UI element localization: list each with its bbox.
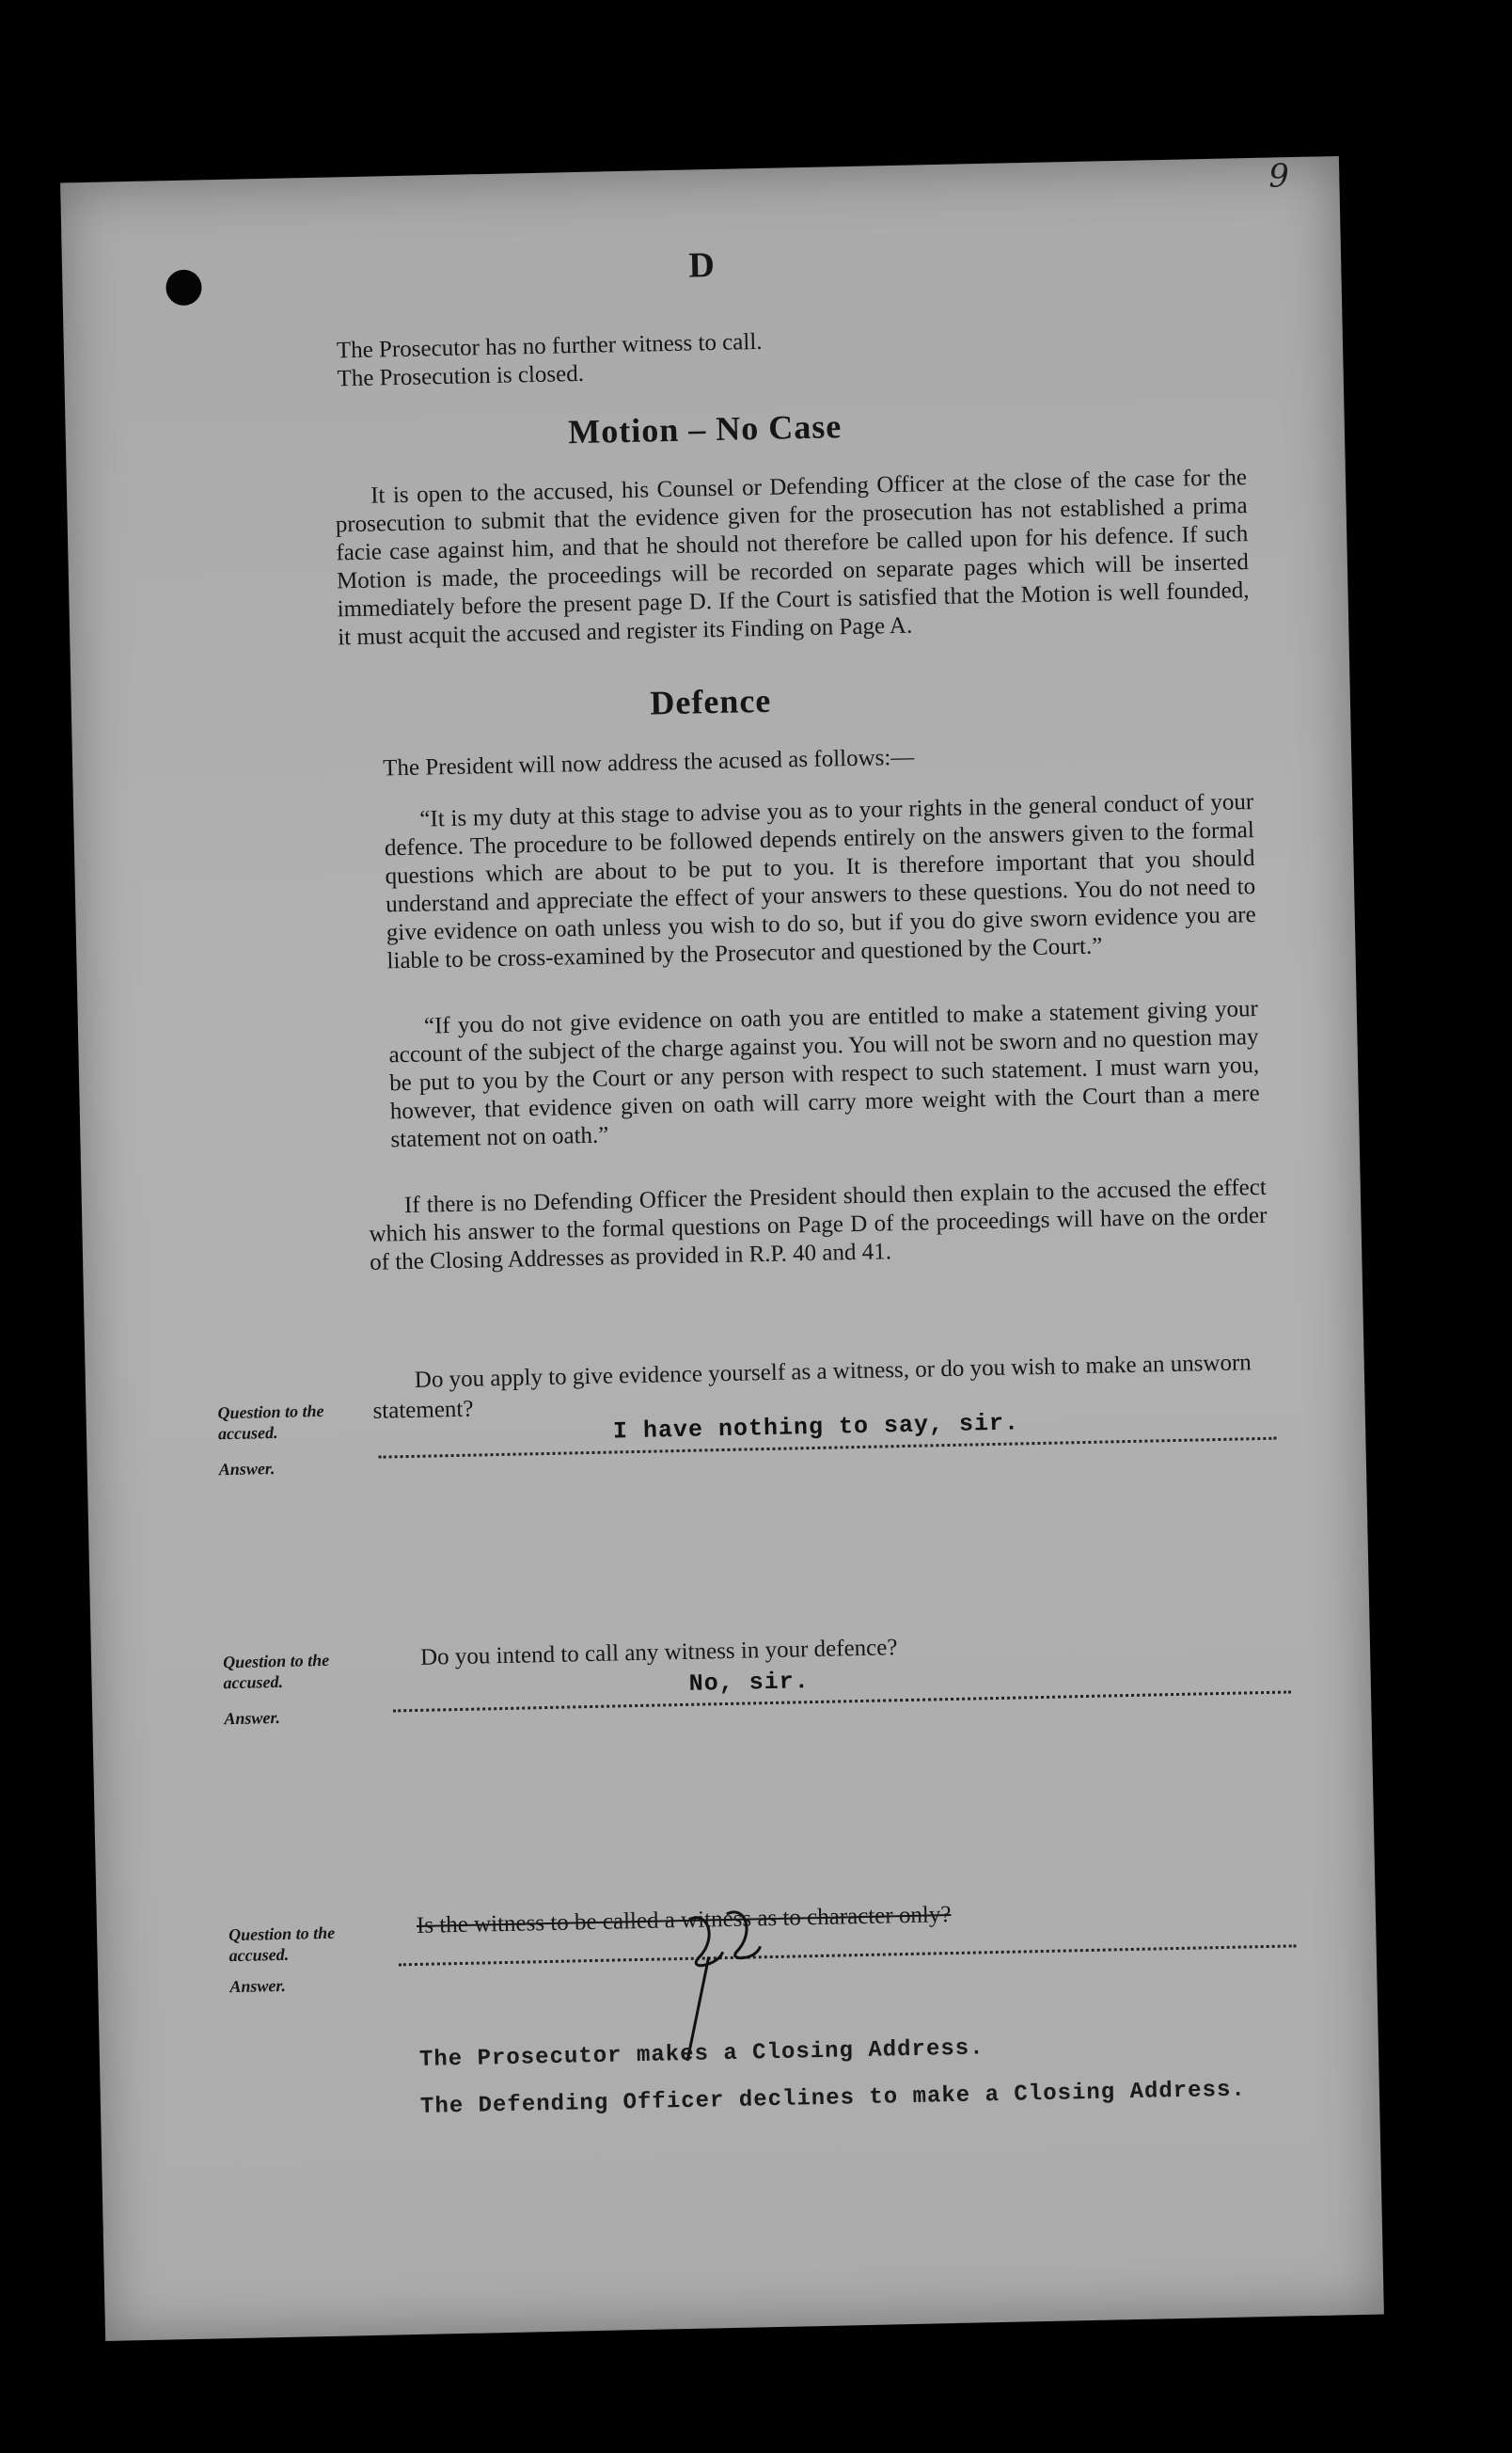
answer-text-2: No, sir. bbox=[688, 1668, 810, 1698]
answer-line-3 bbox=[399, 1944, 1297, 1966]
answer-label-1: Answer. bbox=[218, 1459, 276, 1480]
question-label-2: Question to the accused. bbox=[222, 1650, 330, 1693]
question-text-1: Do you apply to give evidence yourself as a witness, or do you wish to make an unsworn statement? bbox=[372, 1350, 1252, 1424]
question-text-2: Do you intend to call any witness in your defence? bbox=[419, 1635, 898, 1670]
question-label-1: Question to the accused. bbox=[217, 1401, 324, 1444]
president-quote-1: “It is my duty at this stage to advise you as to your rights in the general conduct of your defence. The procedure to be followed depends entirely on the answers given to the formal questions which are about to be put to you. It is therefore important that you should understand and appreciate the effect of your answers to these questions. You do not need to give evidence on oath unless you wish to do so, but if you do give sworn evidence you are liable to be cross-examined by the Prosecutor and questioned by the Court.” bbox=[384, 789, 1256, 974]
answer-text-1: I have nothing to say, sir. bbox=[612, 1409, 1020, 1446]
answer-label-3: Answer. bbox=[229, 1975, 287, 1997]
prosecution-closed-block bbox=[337, 320, 1184, 394]
motion-heading: Motion – No Case bbox=[567, 407, 843, 451]
defence-heading: Defence bbox=[649, 681, 772, 722]
president-quote-2: “If you do not give evidence on oath you are entitled to make a statement giving your account of the subject of the charge against you. You will not be sworn and no question may be put to you by the Court or any person with respect to such statement. I must warn you, however, that evidence given on oath will carry more weight with the Court than a mere statement not on oath.” bbox=[388, 996, 1260, 1153]
president-intro: The President will now address the acused as follows:— bbox=[382, 744, 915, 782]
question-text-3: Is the witness to be called a witness as to character only? bbox=[416, 1902, 952, 1939]
answer-line-2 bbox=[393, 1690, 1291, 1712]
question-label-3: Question to the accused. bbox=[228, 1923, 336, 1966]
motion-paragraph: It is open to the accused, his Counsel or Defending Officer at the close of the case for the prosecution to submit that the evidence given for the prosecution has not established a prima facie case against him, and that he should not therefore be called upon for his defence. If such Motion is made, the proceedings will be recorded on separate pages which will be inserted immediately before the present page D. If the Court is satisfied that the Motion is well founded, it must acquit the accused and register its Finding on Page A. bbox=[335, 465, 1250, 651]
no-defending-officer-note: If there is no Defending Officer the President should then explain to the accused the effect which his answer to the formal questions on Page D of the proceedings will have on the order of the Closing Addresses as provided in R.P. 40 and 41. bbox=[369, 1174, 1268, 1275]
closing-line-1: The Prosecutor makes a Closing Address. bbox=[418, 2035, 984, 2073]
answer-label-2: Answer. bbox=[224, 1707, 281, 1729]
prosecution-line-1: The Prosecutor has no further witness to call. bbox=[336, 328, 763, 364]
closing-line-2: The Defending Officer declines to make a Closing Address. bbox=[419, 2077, 1247, 2120]
prosecution-line-2: The Prosecution is closed. bbox=[337, 360, 585, 392]
document-page bbox=[60, 156, 1384, 2341]
page-letter-heading: D bbox=[687, 245, 716, 286]
page-number: 9 bbox=[1268, 157, 1290, 196]
